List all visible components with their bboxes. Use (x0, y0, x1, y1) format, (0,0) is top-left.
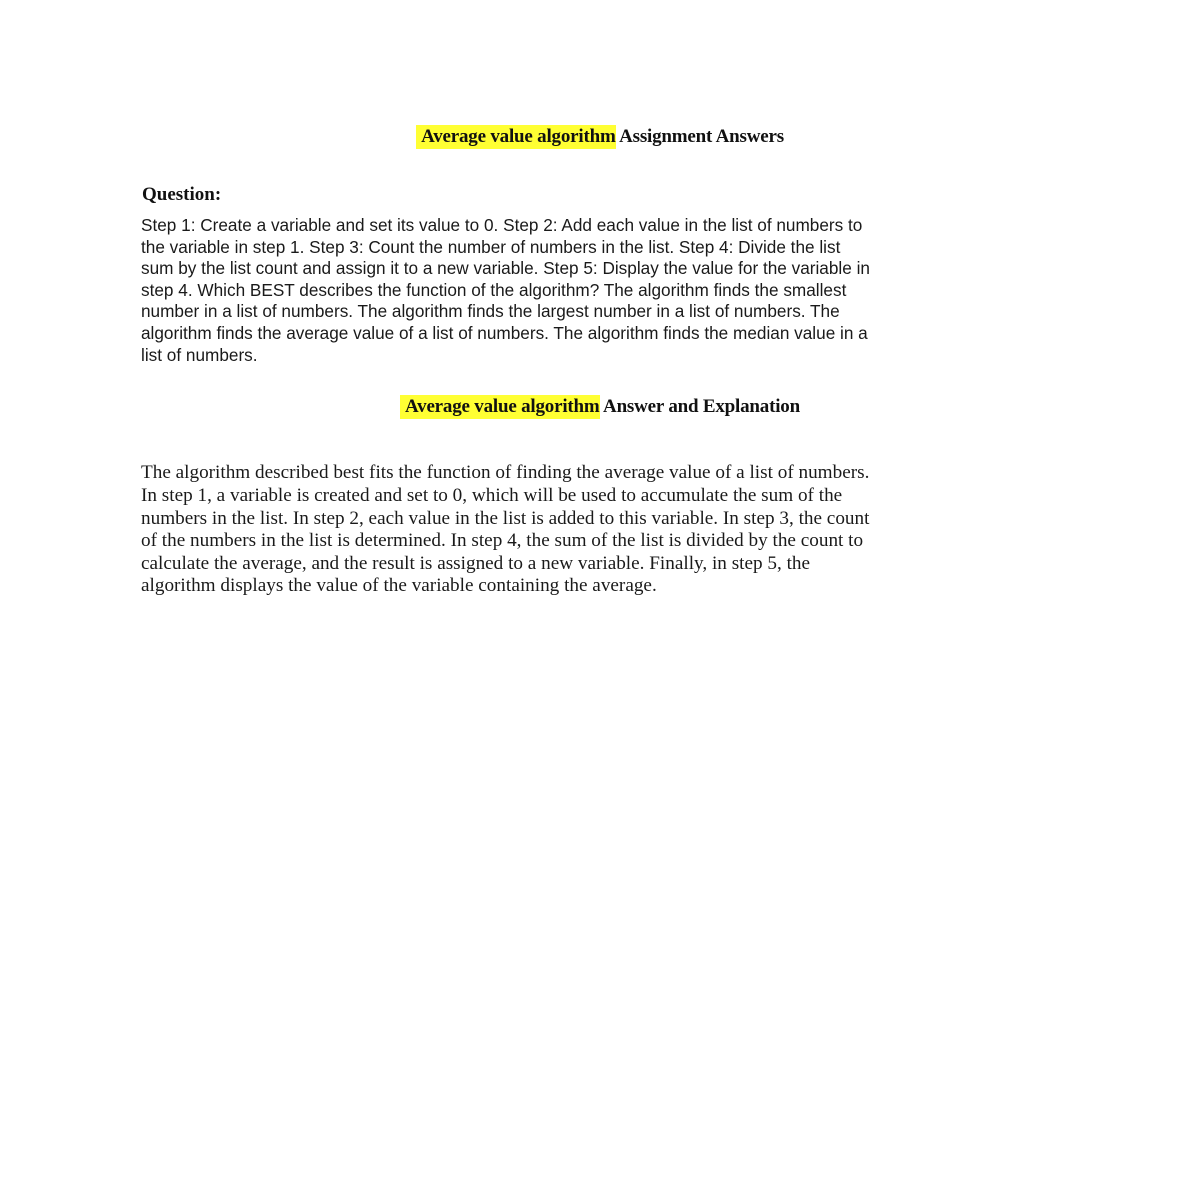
question-line: list of numbers. (141, 345, 258, 365)
title-highlight: Average value algorithm (416, 125, 616, 149)
question-line: the variable in step 1. Step 3: Count the number of numbers in the list. Step 4: Divide the list (141, 237, 841, 257)
answer-heading-rest: Answer and Explanation (599, 396, 800, 417)
question-line: sum by the list count and assign it to a new variable. Step 5: Display the value for the variable in (141, 258, 870, 278)
question-line: step 4. Which BEST describes the function of the algorithm? The algorithm finds the smallest (141, 280, 847, 300)
question-line: algorithm finds the average value of a list of numbers. The algorithm finds the median value in a (141, 323, 868, 343)
answer-line: algorithm displays the value of the variable containing the average. (141, 575, 657, 596)
answer-heading (0, 396, 1200, 418)
answer-line: of the numbers in the list is determined. In step 4, the sum of the list is divided by the count to (141, 530, 864, 551)
document-title (0, 126, 1200, 148)
title-rest: Assignment Answers (615, 126, 784, 147)
question-line: number in a list of numbers. The algorithm finds the largest number in a list of numbers. The (141, 301, 840, 321)
question-line: Step 1: Create a variable and set its value to 0. Step 2: Add each value in the list of numbers to (141, 215, 863, 235)
answer-line: In step 1, a variable is created and set to 0, which will be used to accumulate the sum of the (141, 485, 843, 506)
answer-line: The algorithm described best fits the function of finding the average value of a list of numbers. (141, 462, 870, 483)
answer-heading-highlight: Average value algorithm (400, 395, 600, 419)
answer-line: calculate the average, and the result is assigned to a new variable. Finally, in step 5, the (141, 553, 811, 574)
question-label: Question: (142, 184, 222, 205)
answer-line: numbers in the list. In step 2, each value in the list is added to this variable. In step 3, the count (141, 508, 870, 529)
